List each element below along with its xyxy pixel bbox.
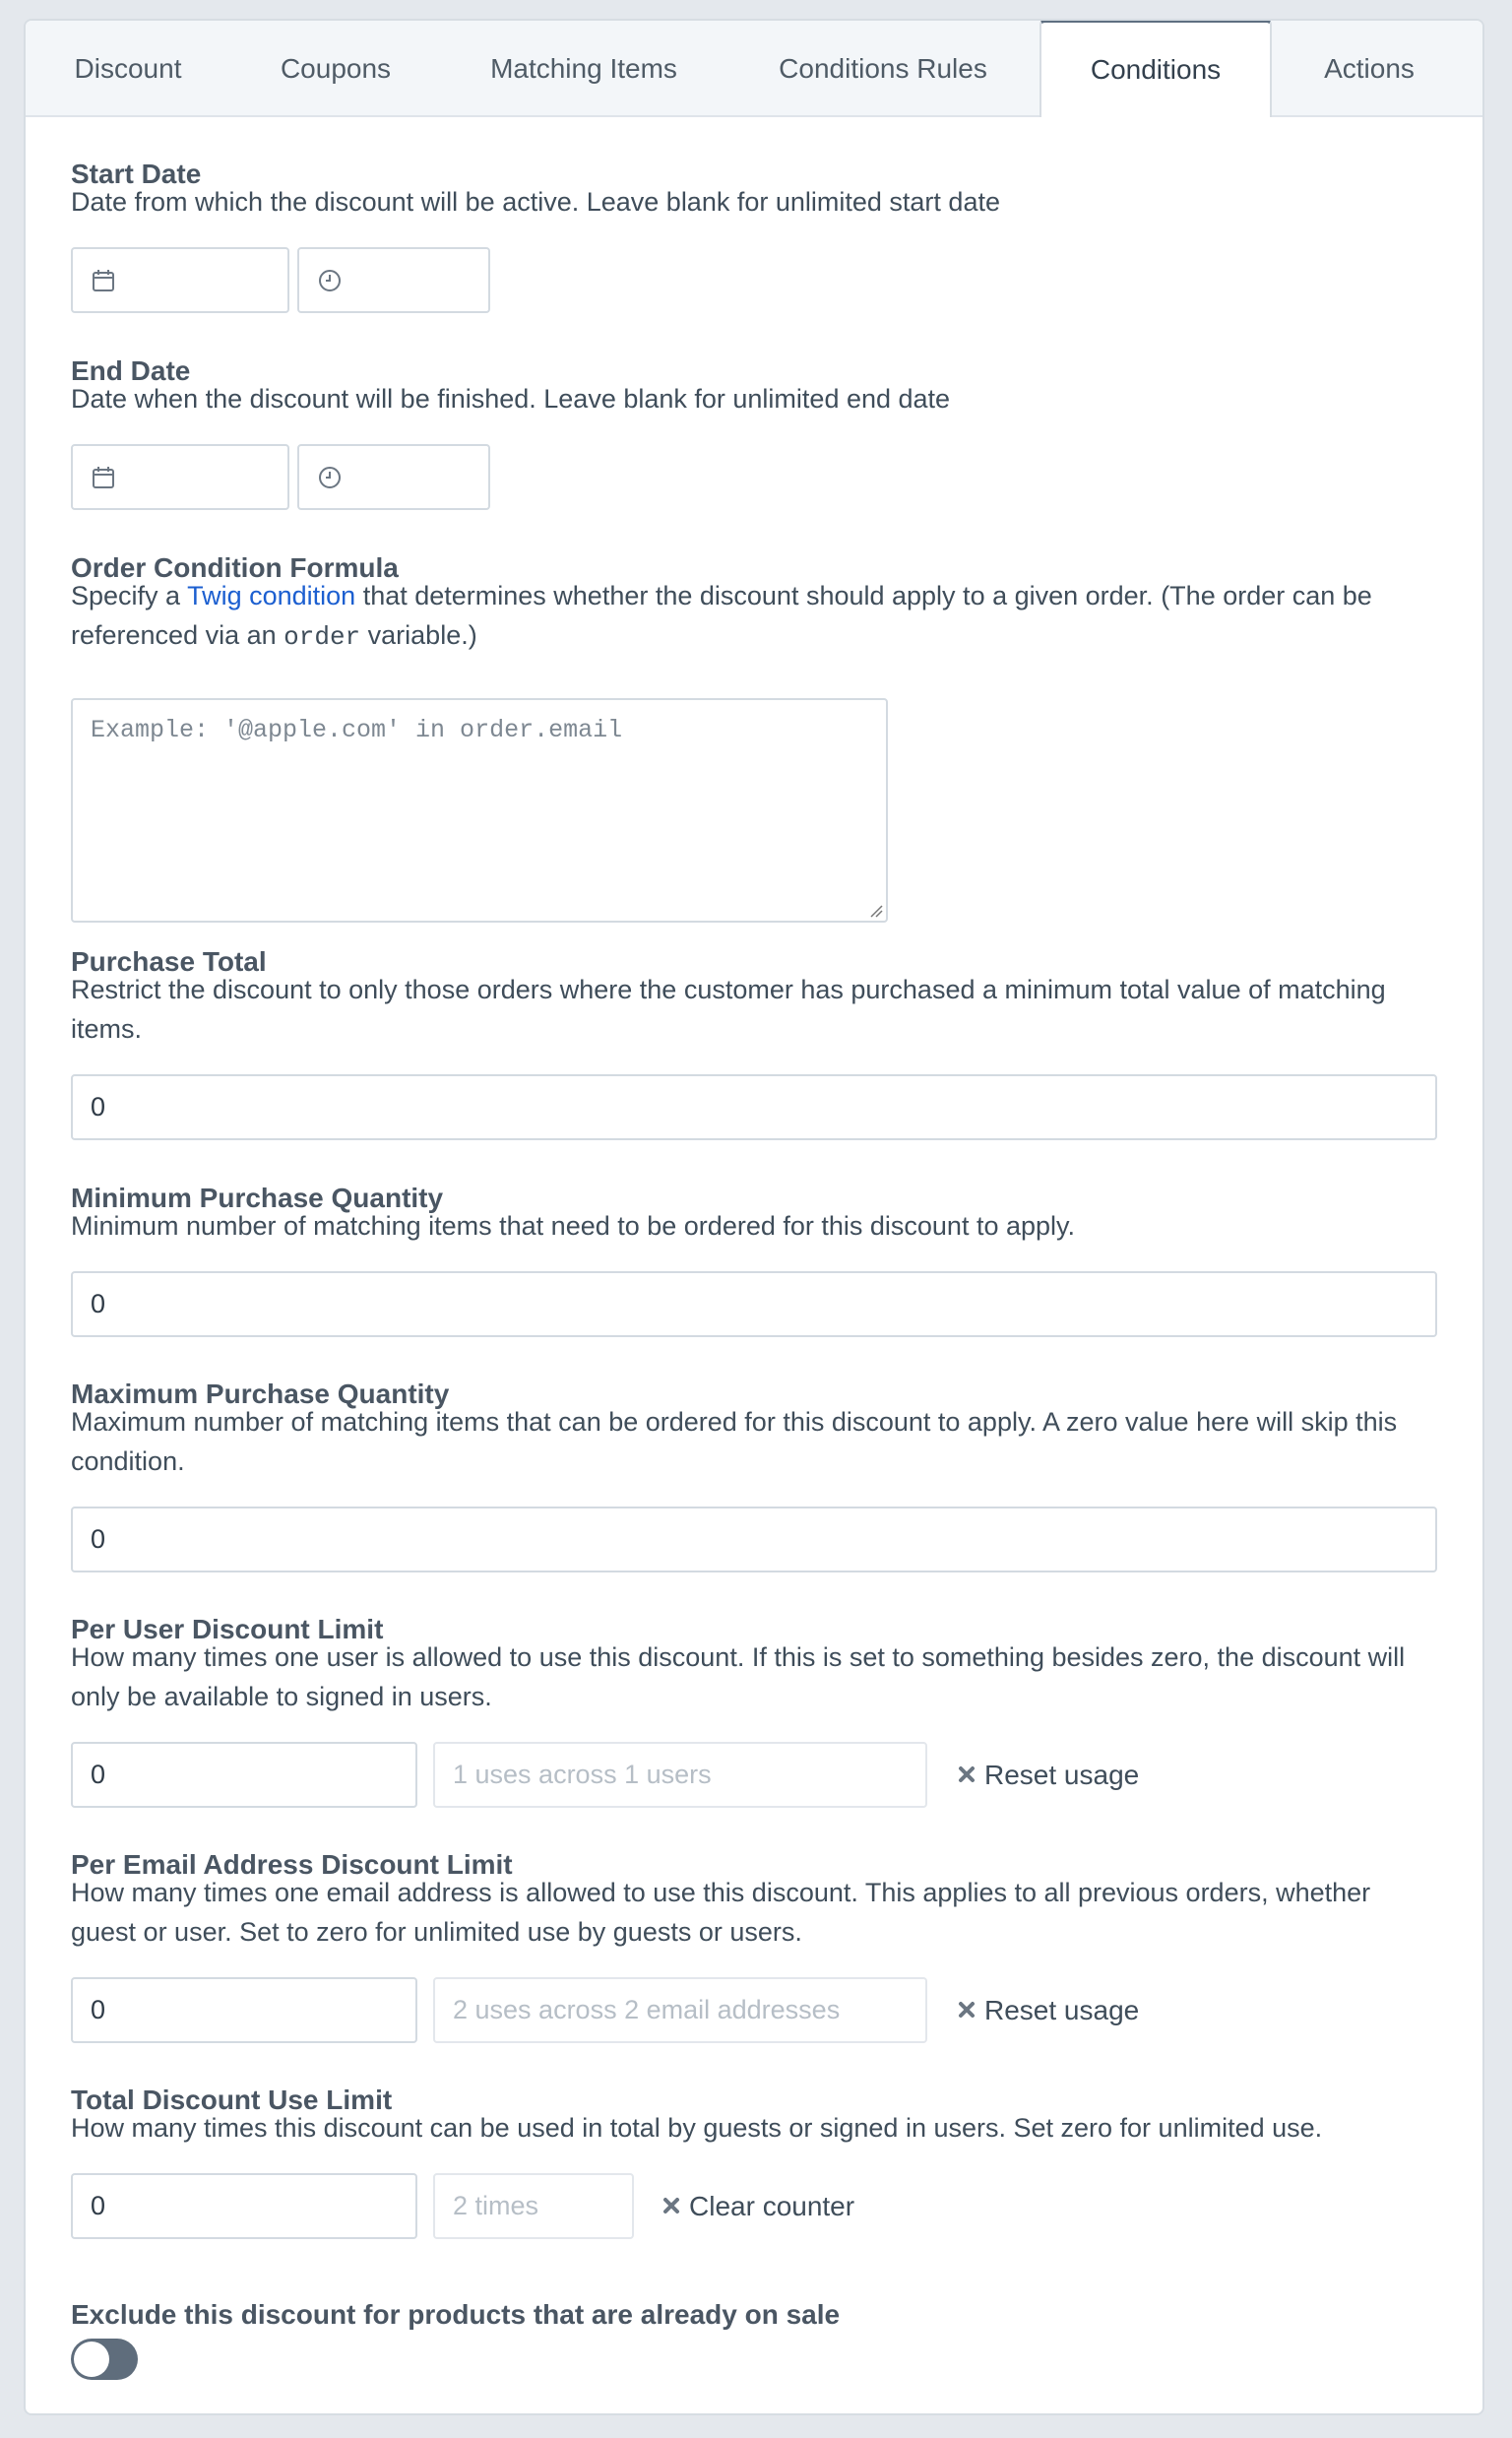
min-qty-value: 0 [91, 1289, 106, 1318]
min-qty-description: Minimum number of matching items that need to be ordered for this discount to apply. [71, 1211, 1076, 1241]
order-condition-textarea[interactable] [71, 698, 888, 923]
max-qty-heading: Maximum Purchase Quantity [71, 1379, 450, 1409]
max-qty-field [71, 1379, 1437, 1595]
end-date-field [71, 355, 1437, 533]
exclude-on-sale-field [71, 2299, 1437, 2388]
calendar-icon [91, 465, 116, 490]
per-email-limit-description: How many times one email address is allowed to use this discount. This applies to all previous orders, whether guest or user. Set to zero for unlimited use by guests or users. [71, 1878, 1371, 1947]
per-email-limit-input[interactable] [71, 1977, 417, 2043]
min-qty-heading: Minimum Purchase Quantity [71, 1183, 444, 1213]
toggle-knob [74, 2342, 109, 2377]
total-limit-heading: Total Discount Use Limit [71, 2085, 393, 2115]
max-qty-description: Maximum number of matching items that can be ordered for this discount to apply. A zero value here will skip this condition. [71, 1407, 1398, 1476]
total-limit-description: How many times this discount can be used in total by guests or signed in users. Set zero for unlimited use. [71, 2113, 1323, 2143]
purchase-total-input[interactable] [71, 1074, 1437, 1140]
per-email-limit-value: 0 [91, 1995, 106, 2024]
purchase-total-description: Restrict the discount to only those orders where the customer has purchased a minimum total value of matching items. [71, 975, 1386, 1044]
order-condition-heading: Order Condition Formula [71, 552, 399, 583]
clock-icon [317, 268, 343, 293]
per-email-usage-text: 2 uses across 2 email addresses [453, 1995, 841, 2024]
per-email-usage-display [433, 1977, 927, 2043]
purchase-total-field [71, 946, 1437, 1163]
end-date-description: Date when the discount will be finished. Leave blank for unlimited end date [71, 384, 951, 414]
per-email-reset-label: Reset usage [984, 1995, 1140, 2025]
per-email-limit-field [71, 1849, 1437, 2066]
total-limit-field [71, 2085, 1437, 2262]
start-date-input[interactable] [71, 247, 289, 313]
x-icon [957, 1995, 976, 2026]
order-variable-code: order [284, 622, 361, 652]
per-user-limit-description: How many times one user is allowed to use this discount. If this is set to something besides zero, the discount will only be available to signed in users. [71, 1642, 1406, 1711]
twig-condition-link[interactable]: Twig condition [187, 581, 356, 610]
clock-icon [317, 465, 343, 490]
end-date-heading: End Date [71, 355, 191, 386]
total-limit-value: 0 [91, 2191, 106, 2220]
total-usage-display [433, 2173, 634, 2239]
tab-conditions[interactable]: Conditions [1040, 19, 1272, 117]
per-email-reset-usage-button[interactable] [957, 1995, 1139, 2026]
clear-counter-label: Clear counter [689, 2191, 855, 2221]
desc-text: that determines whether the discount should apply to a given order. (The order can be referenced via an [71, 581, 1372, 650]
exclude-on-sale-heading: Exclude this discount for products that are already on sale [71, 2299, 841, 2330]
start-date-description: Date from which the discount will be active. Leave blank for unlimited start date [71, 187, 1000, 217]
discount-edit-card [24, 19, 1484, 2415]
per-user-limit-input[interactable] [71, 1742, 417, 1808]
per-user-reset-usage-button[interactable] [957, 1760, 1139, 1791]
resize-handle-icon[interactable] [869, 904, 883, 918]
tab-actions[interactable]: Actions [1324, 53, 1415, 84]
end-date-input[interactable] [71, 444, 289, 510]
per-email-limit-heading: Per Email Address Discount Limit [71, 1849, 513, 1880]
clear-counter-button[interactable] [662, 2191, 854, 2222]
purchase-total-value: 0 [91, 1092, 106, 1122]
min-qty-field [71, 1183, 1437, 1360]
tab-coupons[interactable]: Coupons [280, 53, 392, 84]
min-qty-input[interactable] [71, 1271, 1437, 1337]
tab-conditions-rules[interactable]: Conditions Rules [779, 53, 987, 84]
start-time-input[interactable] [297, 247, 490, 313]
start-date-field [71, 159, 1437, 336]
max-qty-input[interactable] [71, 1507, 1437, 1572]
total-limit-input[interactable] [71, 2173, 417, 2239]
per-user-usage-text: 1 uses across 1 users [453, 1760, 712, 1789]
x-icon [662, 2191, 681, 2222]
per-user-limit-value: 0 [91, 1760, 106, 1789]
order-condition-field [71, 552, 1437, 927]
tab-bar [26, 21, 1482, 117]
order-condition-description [71, 576, 1437, 657]
start-date-heading: Start Date [71, 159, 202, 189]
per-user-usage-display [433, 1742, 927, 1808]
total-usage-text: 2 times [453, 2191, 539, 2220]
end-time-input[interactable] [297, 444, 490, 510]
per-user-reset-label: Reset usage [984, 1760, 1140, 1790]
desc-text: Specify a [71, 581, 188, 610]
purchase-total-heading: Purchase Total [71, 946, 267, 977]
per-user-limit-field [71, 1614, 1437, 1830]
desc-text: variable.) [360, 620, 477, 650]
tab-matching-items[interactable]: Matching Items [490, 53, 677, 84]
order-condition-placeholder: Example: '@apple.com' in order.email [91, 716, 623, 744]
max-qty-value: 0 [91, 1524, 106, 1554]
tab-discount[interactable]: Discount [74, 53, 182, 84]
x-icon [957, 1760, 976, 1791]
exclude-on-sale-toggle[interactable] [71, 2339, 138, 2380]
calendar-icon [91, 268, 116, 293]
per-user-limit-heading: Per User Discount Limit [71, 1614, 384, 1644]
